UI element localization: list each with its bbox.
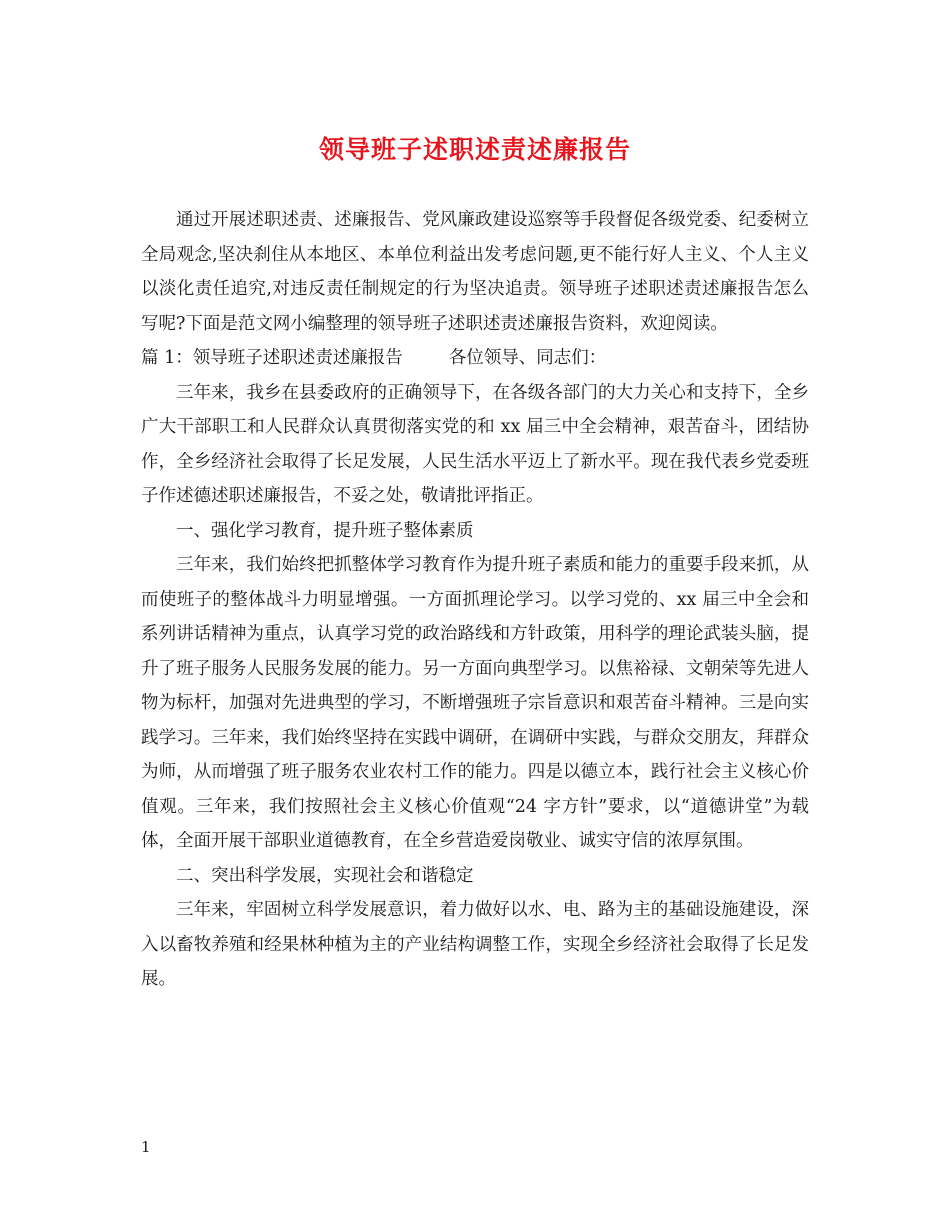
- intro-paragraph: 通过开展述职述责、述廉报告、党风廉政建设巡察等手段督促各级党委、纪委树立全局观念,坚决刹住从本地区、本单位利益出发考虑问题,更不能行好人主义、个人主义以淡化责任追究,对违反责任制规定的行为坚决追责。领导班子述职述责述廉报告怎么写呢?下面是范文网小编整理的领导班子述职述责述廉报告资料，欢迎阅读。: [141, 210, 809, 334]
- document-body: [141, 203, 809, 997]
- section-heading-2: 二、突出科学发展，实现社会和谐稳定: [176, 865, 474, 886]
- document-title: 领导班子述职述责述廉报告: [318, 135, 631, 164]
- salutation: 各位领导、同志们：: [448, 348, 607, 368]
- chapter-heading-line: [141, 341, 809, 376]
- paragraph-2: 三年来，我们始终把抓整体学习教育作为提升班子素质和能力的重要手段来抓，从而使班子的整体战斗力明显增强。一方面抓理论学习。以学习党的、xx 届三中全会和系列讲话精神为重点，认真学习党的政治路线和方针政策，用科学的理论武装头脑，提升了班子服务人民服务发展的能力。另一方面向典型学习。以焦裕禄、文朝荣等先进人物为标杆，加强对先进典型的学习，不断增强班子宗旨意识和艰苦奋斗精神。三是向实践学习。三年来，我们始终坚持在实践中调研，在调研中实践，与群众交朋友，拜群众为师，从而增强了班子服务农业农村工作的能力。四是以德立本，践行社会主义核心价值观。三年来，我们按照社会主义核心价值观“24 字方针”要求，以“道德讲堂”为载体，全面开展干部职业道德教育，在全乡营造爱岗敬业、诚实守信的浓厚氛围。: [141, 555, 809, 851]
- section-heading-1: 一、强化学习教育，提升班子整体素质: [176, 520, 474, 541]
- paragraph-3: 三年来，牢固树立科学发展意识，着力做好以水、电、路为主的基础设施建设，深入以畜牧养殖和经果林种植为主的产业结构调整工作，实现全乡经济社会取得了长足发展。: [141, 900, 809, 989]
- chapter-label: 篇 1：领导班子述职述责述廉报告: [141, 348, 403, 368]
- paragraph-1: 三年来，我乡在县委政府的正确领导下，在各级各部门的大力关心和支持下，全乡广大干部职工和人民群众认真贯彻落实党的和 xx 届三中全会精神，艰苦奋斗，团结协作，全乡经济社会取得了长足发展，人民生活水平迈上了新水平。现在我代表乡党委班子作述德述职述廉报告，不妥之处，敬请批评指正。: [141, 382, 809, 506]
- page-number: 1: [141, 1138, 151, 1156]
